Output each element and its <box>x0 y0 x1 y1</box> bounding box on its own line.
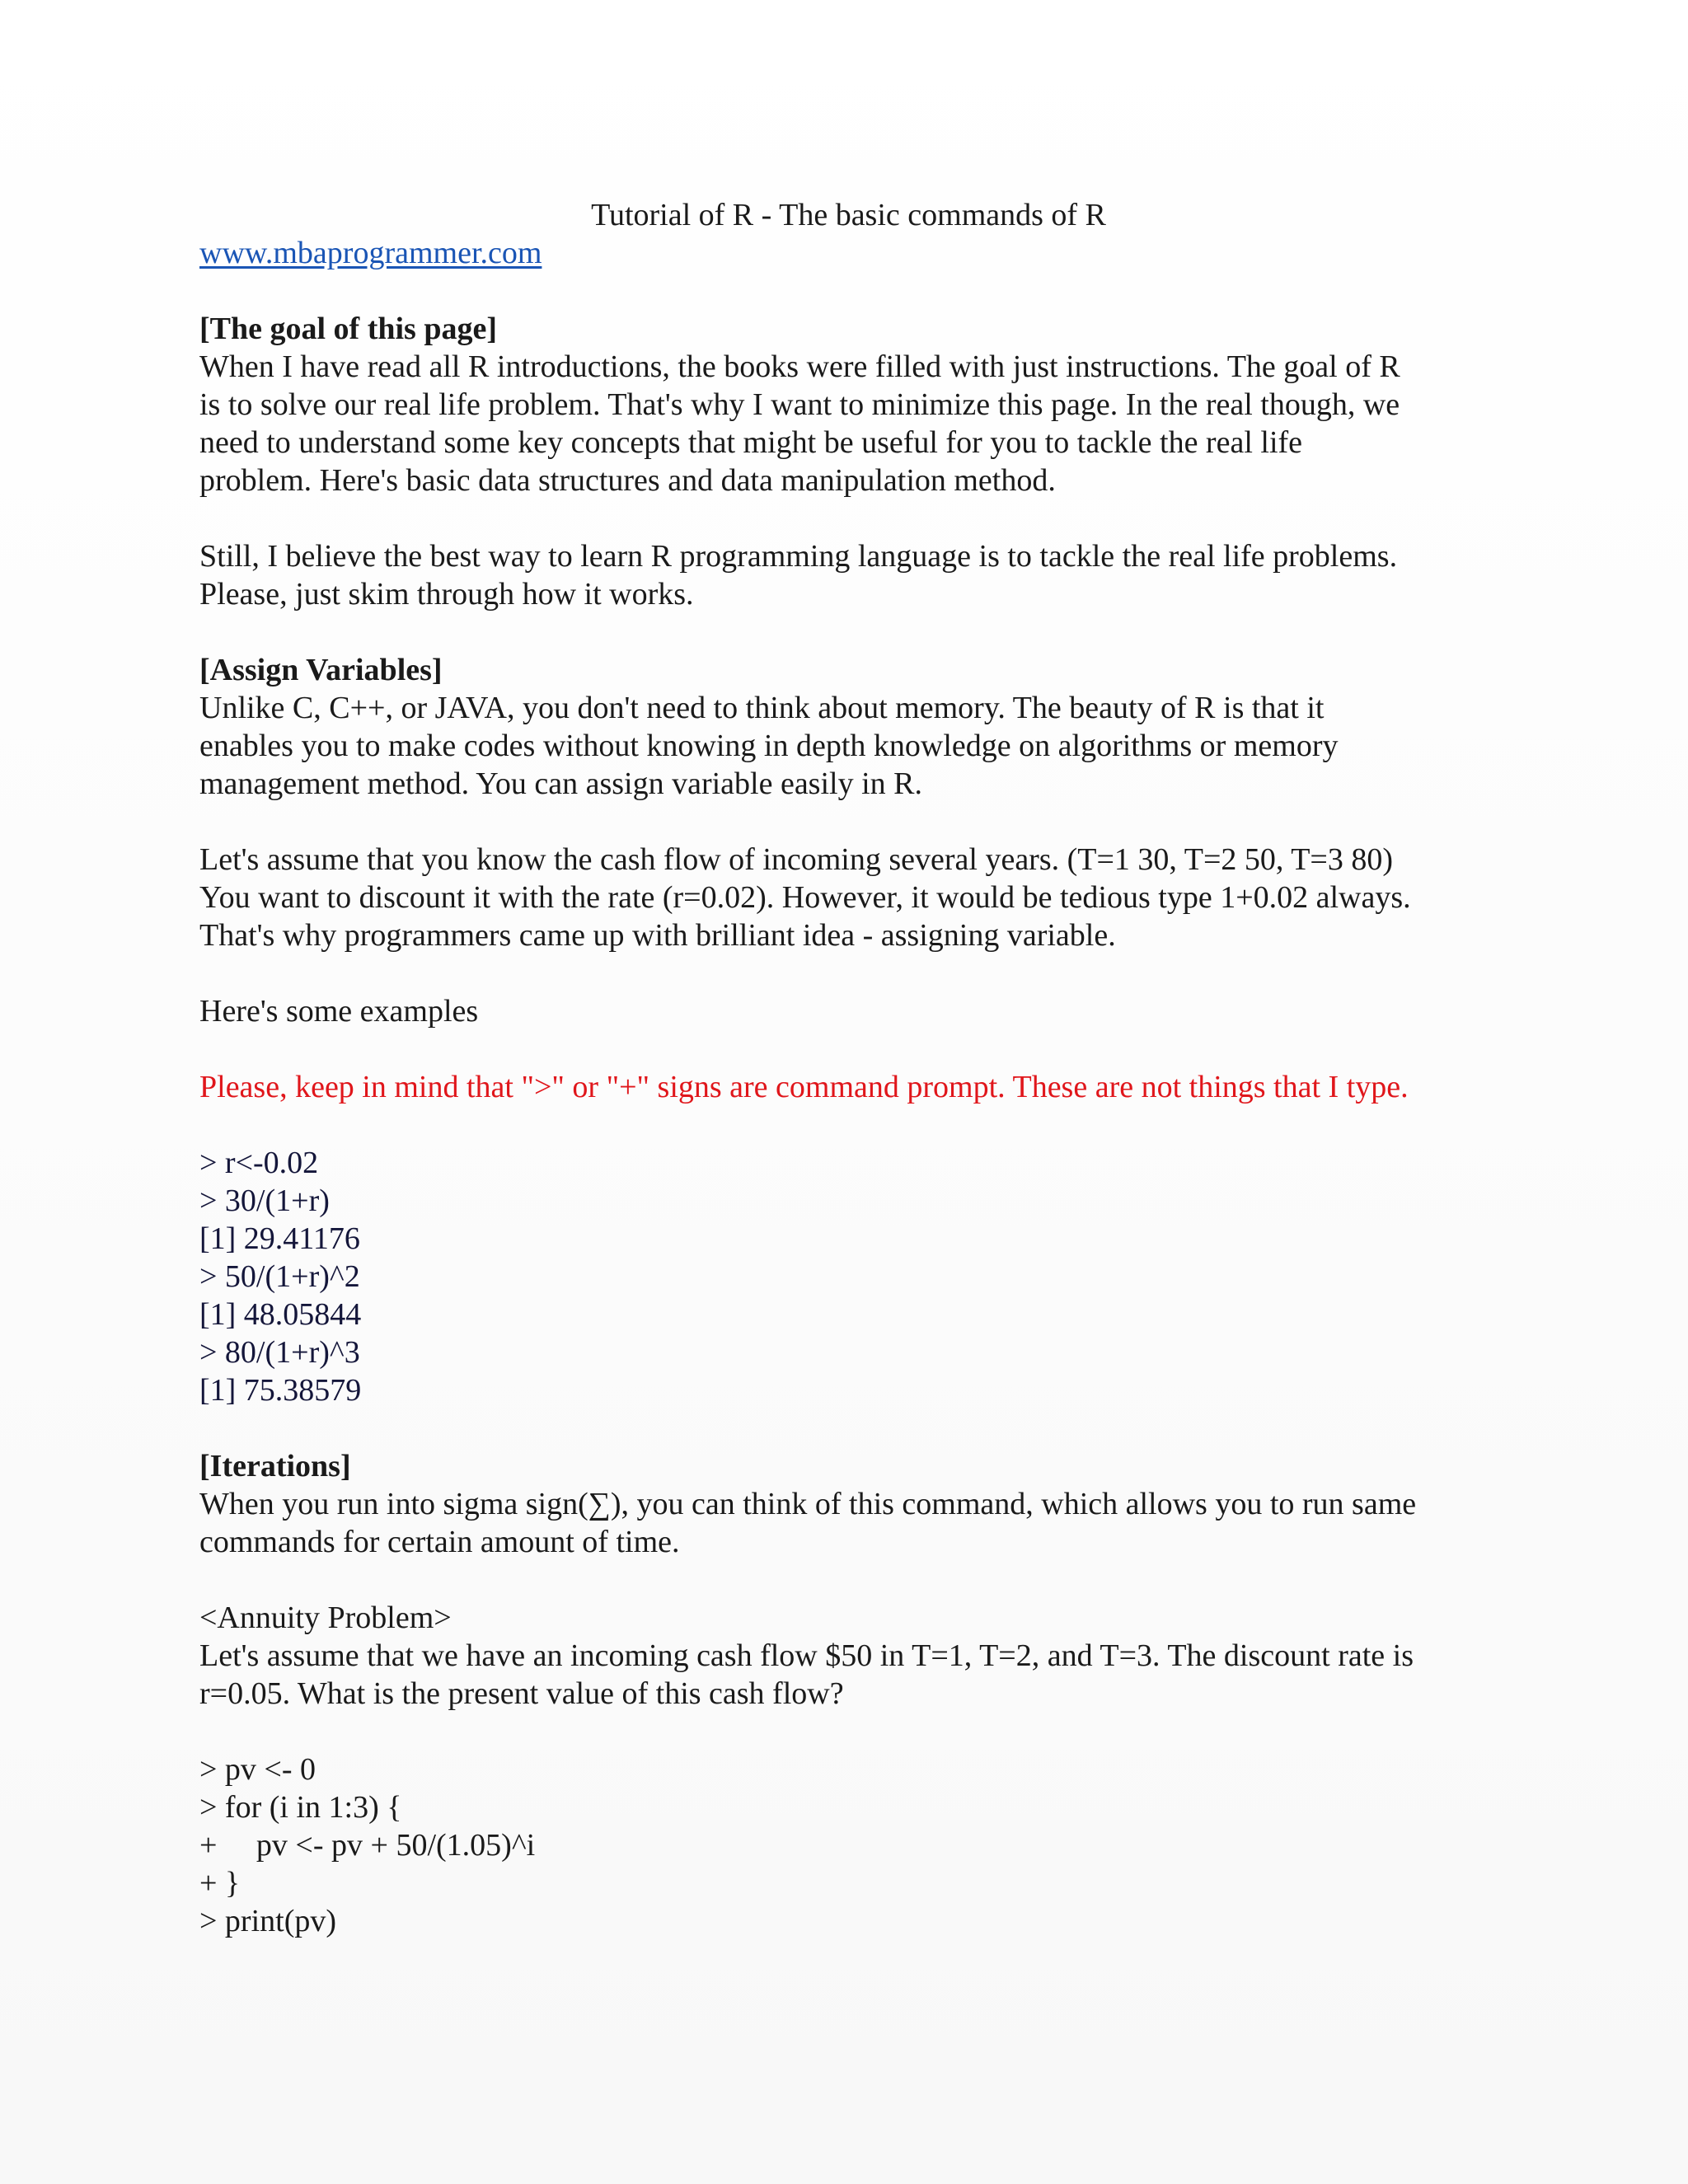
code-line: > 80/(1+r)^3 <box>199 1335 360 1370</box>
document-content <box>199 196 1518 1940</box>
section-heading-assign-variables: [Assign Variables] <box>199 653 443 687</box>
goal-paragraph-line: problem. Here's basic data structures and data manipulation method. <box>199 463 1056 498</box>
code-line: > print(pv) <box>199 1904 337 1938</box>
iterations-paragraph-line: commands for certain amount of time. <box>199 1525 680 1559</box>
annuity-problem-line: r=0.05. What is the present value of this cash flow? <box>199 1676 844 1711</box>
annuity-problem-line: Let's assume that we have an incoming cash flow $50 in T=1, T=2, and T=3. The discount rate is <box>199 1638 1414 1673</box>
goal-paragraph-line: When I have read all R introductions, the books were filled with just instructions. The goal of R <box>199 349 1400 384</box>
goal-paragraph-line: Please, just skim through how it works. <box>199 577 694 612</box>
section-heading-iterations: [Iterations] <box>199 1449 351 1483</box>
assign-paragraph-line: That's why programmers came up with brilliant idea - assigning variable. <box>199 918 1116 953</box>
code-line: > for (i in 1:3) { <box>199 1790 402 1825</box>
assign-paragraph-line: Let's assume that you know the cash flow of incoming several years. (T=1 30, T=2 50, T=3 80) <box>199 842 1393 877</box>
goal-paragraph-line: need to understand some key concepts that might be useful for you to tackle the real life <box>199 425 1303 460</box>
code-output-line: [1] 75.38579 <box>199 1373 362 1408</box>
page-title: Tutorial of R - The basic commands of R <box>591 198 1106 232</box>
code-line: > 30/(1+r) <box>199 1183 330 1218</box>
section-heading-goal: [The goal of this page] <box>199 312 497 346</box>
annuity-problem-title: <Annuity Problem> <box>199 1601 452 1635</box>
iterations-paragraph-line: When you run into sigma sign(∑), you can think of this command, which allows you to run same <box>199 1487 1417 1521</box>
goal-paragraph-line: is to solve our real life problem. That's why I want to minimize this page. In the real though, we <box>199 387 1400 422</box>
prompt-warning: Please, keep in mind that ">" or "+" signs are command prompt. These are not things that I type. <box>199 1070 1409 1104</box>
code-line: + } <box>199 1866 241 1900</box>
assign-paragraph-line: You want to discount it with the rate (r=0.02). However, it would be tedious type 1+0.02 always. <box>199 880 1411 915</box>
code-output-line: [1] 48.05844 <box>199 1297 362 1332</box>
code-line: > r<-0.02 <box>199 1146 319 1180</box>
website-link[interactable]: www.mbaprogrammer.com <box>199 236 542 270</box>
assign-paragraph-line: management method. You can assign variable easily in R. <box>199 766 922 801</box>
assign-paragraph-line: Unlike C, C++, or JAVA, you don't need to think about memory. The beauty of R is that it <box>199 691 1325 725</box>
code-line: > pv <- 0 <box>199 1752 316 1787</box>
code-line: > 50/(1+r)^2 <box>199 1259 360 1294</box>
code-output-line: [1] 29.41176 <box>199 1221 360 1256</box>
goal-paragraph-line: Still, I believe the best way to learn R programming language is to tackle the real life problems. <box>199 539 1398 574</box>
code-line: + pv <- pv + 50/(1.05)^i <box>199 1828 536 1863</box>
assign-paragraph-line: enables you to make codes without knowing in depth knowledge on algorithms or memory <box>199 729 1339 763</box>
examples-intro: Here's some examples <box>199 994 479 1029</box>
